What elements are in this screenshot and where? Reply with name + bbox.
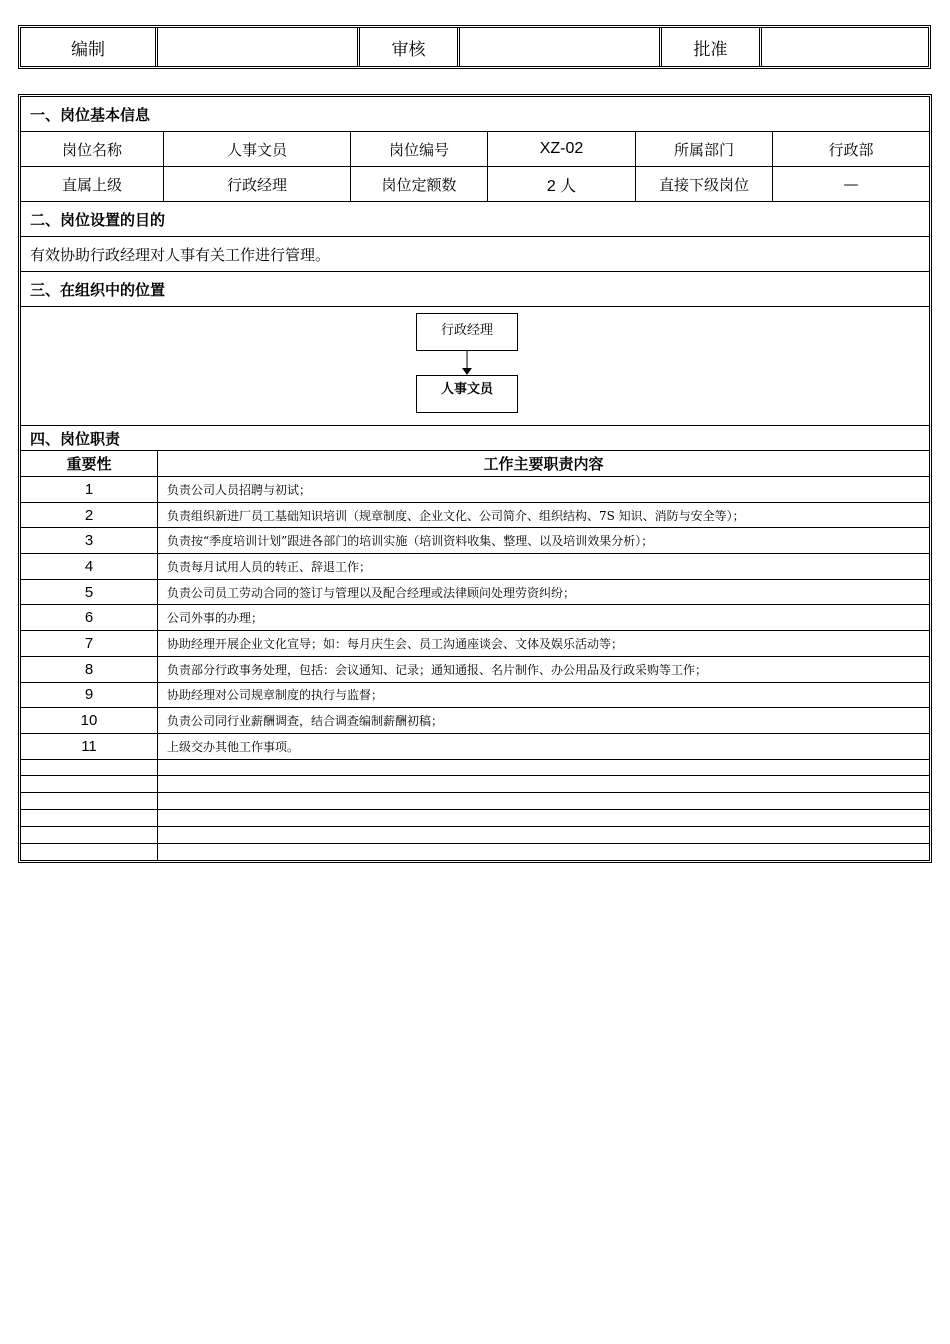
job-description-table	[18, 94, 932, 863]
empty-table-row	[21, 776, 929, 793]
duty-number: 4	[21, 554, 158, 579]
duty-number: 5	[21, 580, 158, 605]
duty-text: 公司外事的办理；	[167, 611, 264, 626]
duty-number: 8	[21, 657, 158, 682]
table-row	[21, 657, 929, 683]
duty-text: 负责公司同行业薪酬调查，结合调查编制薪酬初稿；	[167, 714, 444, 729]
approve-label: 批准	[662, 28, 762, 66]
table-row	[21, 503, 929, 529]
duty-text: 负责按“季度培训计划”跟进各部门的培训实施（培训资料收集、整理、以及培训效果分析）；	[167, 534, 654, 549]
compile-label: 编制	[21, 28, 158, 66]
duty-text: 负责部分行政事务处理，包括：会议通知、记录；通知通报、名片制作、办公用品及行政采购等工作；	[167, 662, 708, 677]
section-position-title: 三、在组织中的位置	[21, 272, 929, 307]
empty-table-row	[21, 793, 929, 810]
basic-info-row-1	[21, 132, 929, 167]
basic-info-row-2	[21, 167, 929, 202]
duty-number: 7	[21, 631, 158, 656]
duty-text: 负责公司员工劳动合同的签订与管理以及配合经理或法律顾问处理劳资纠纷；	[167, 585, 576, 600]
table-row	[21, 683, 929, 709]
duty-text: 协助经理开展企业文化宣导；如：每月庆生会、员工沟通座谈会、文体及娱乐活动等；	[167, 636, 624, 651]
duty-text: 协助经理对公司规章制度的执行与监督；	[167, 688, 384, 703]
section-purpose-title: 二、岗位设置的目的	[21, 202, 929, 237]
empty-table-row	[21, 810, 929, 827]
org-box-admin-manager: 行政经理	[416, 313, 518, 351]
table-row	[21, 708, 929, 734]
duty-number: 9	[21, 683, 158, 708]
superior-label: 直属上级	[21, 167, 164, 201]
compile-value[interactable]	[158, 28, 360, 66]
duty-text: 负责每月试用人员的转正、辞退工作；	[167, 559, 372, 574]
department-value: 行政部	[828, 140, 874, 159]
subordinate-label: 直接下级岗位	[636, 167, 773, 201]
quota-value: 2 人	[488, 167, 636, 201]
table-row	[21, 580, 929, 606]
table-row	[21, 477, 929, 503]
approval-table	[18, 25, 931, 69]
approve-value[interactable]	[762, 28, 928, 66]
department-label: 所属部门	[636, 132, 773, 166]
quota-label: 岗位定额数	[351, 167, 488, 201]
duty-text: 负责组织新进厂员工基础知识培训（规章制度、企业文化、公司简介、组织结构、7S 知识、消防与安全等）；	[167, 508, 745, 523]
table-row	[21, 734, 929, 760]
importance-header: 重要性	[21, 451, 158, 476]
table-row	[21, 605, 929, 631]
org-box-hr-clerk: 人事文员	[416, 375, 518, 413]
review-value[interactable]	[460, 28, 662, 66]
review-label: 审核	[360, 28, 460, 66]
table-row	[21, 631, 929, 657]
duty-text: 上级交办其他工作事项。	[167, 739, 300, 754]
subordinate-value: —	[843, 175, 859, 193]
duty-number: 1	[21, 477, 158, 502]
section-basic-info-title: 一、岗位基本信息	[21, 97, 929, 132]
table-row	[21, 528, 929, 554]
position-code-value: XZ-02	[488, 132, 636, 166]
section-duties-title: 四、岗位职责	[21, 426, 929, 451]
duties-header-row	[21, 451, 929, 477]
purpose-text: 有效协助行政经理对人事有关工作进行管理。	[21, 237, 929, 272]
position-code-label: 岗位编号	[351, 132, 488, 166]
position-name-value: 人事文员	[164, 132, 351, 166]
empty-table-row	[21, 844, 929, 861]
empty-table-row	[21, 760, 929, 777]
superior-value: 行政经理	[164, 167, 351, 201]
content-header: 工作主要职责内容	[483, 455, 604, 473]
duty-number: 6	[21, 605, 158, 630]
duty-number: 10	[21, 708, 158, 733]
position-name-label: 岗位名称	[21, 132, 164, 166]
empty-table-row	[21, 827, 929, 844]
org-chart	[21, 307, 929, 426]
duty-text: 负责公司人员招聘与初试；	[167, 482, 312, 497]
table-row	[21, 554, 929, 580]
duty-number: 11	[21, 734, 158, 759]
duty-number: 3	[21, 528, 158, 553]
duty-number: 2	[21, 503, 158, 528]
